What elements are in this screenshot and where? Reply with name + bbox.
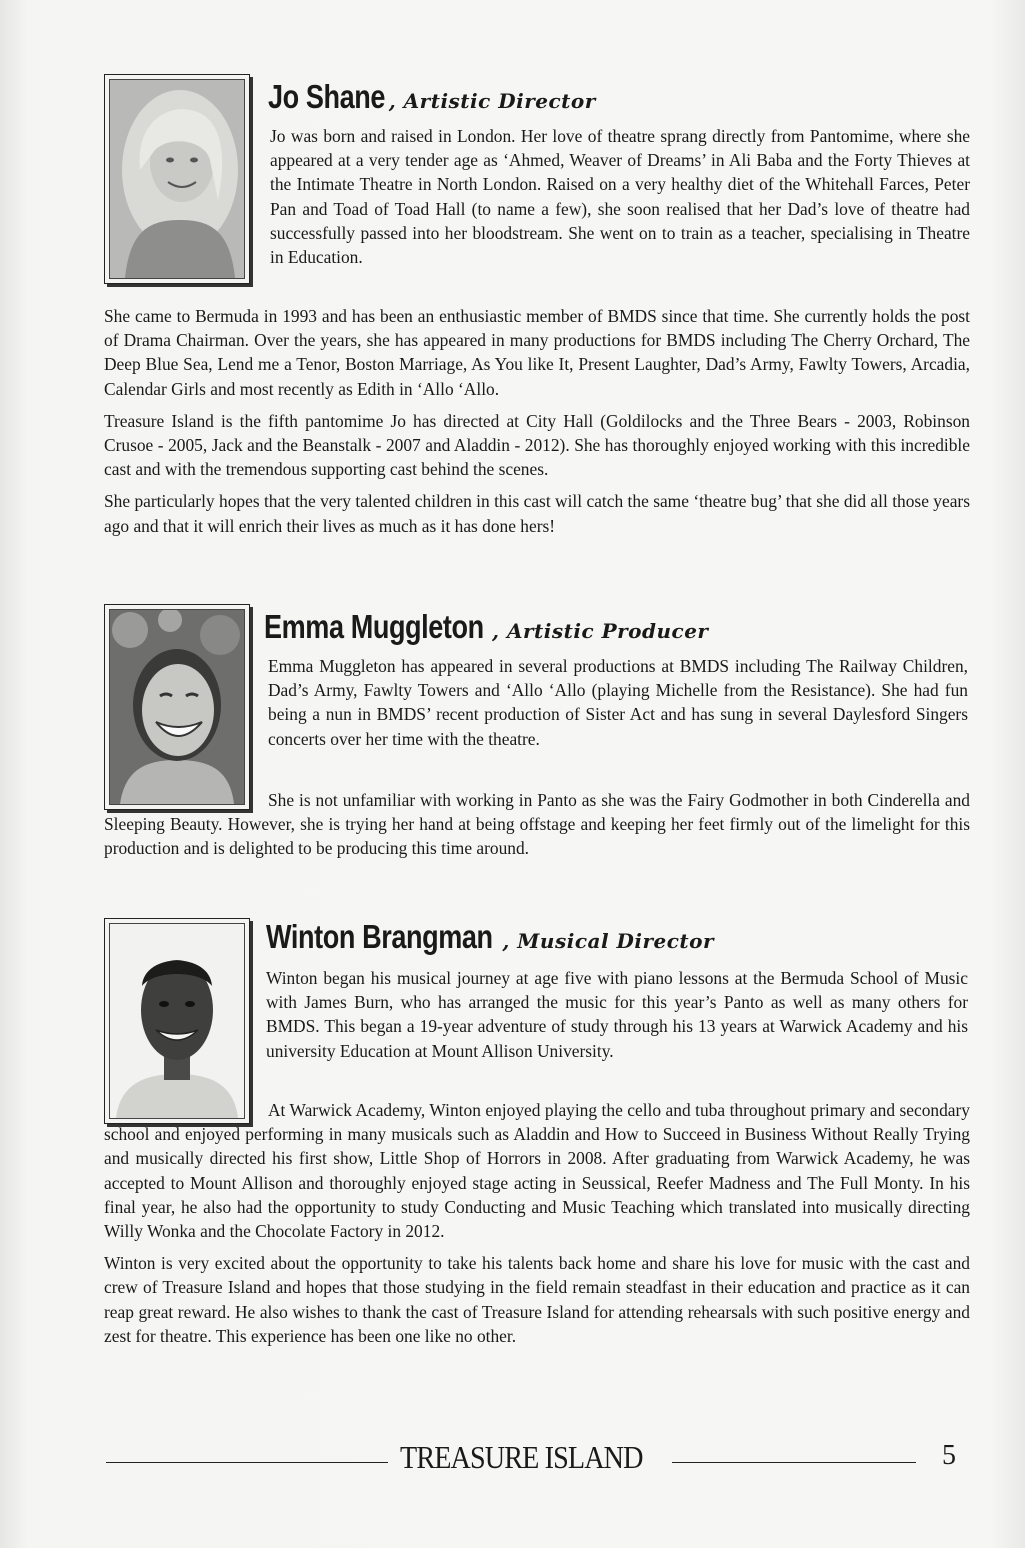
footer-title: TREASURE ISLAND — [400, 1439, 643, 1475]
bio-paragraph: Jo was born and raised in London. Her love of theatre sprang directly from Pantomime, where she appeared at a very tender age as ‘Ahmed, Weaver of Dreams’ in Ali Baba and the Forty Thieves at the Intimate Theatre in North London. Raised on a very healthy diet of the Whitehall Farces, Peter Pan and Toad of Toad Hall (to name a few), she soon realised that her Dad’s love of theatre had successfully passed into her bloodstream. She went on to train as a teacher, specialising in Theatre in Education. — [270, 126, 970, 268]
winton-brangman-heading: Winton Brangman , Musical Director — [266, 918, 715, 955]
person-name: Jo Shane — [268, 78, 386, 115]
person-role: Artistic Director — [403, 89, 596, 113]
person-role: Musical Director — [517, 929, 715, 953]
portrait-woman-laughing-icon — [110, 610, 244, 804]
person-name: Emma Muggleton — [264, 608, 484, 645]
bio-paragraph: She particularly hopes that the very talented children in this cast will catch the same ‘theatre bug’ that she did all those years ago and that it will enrich their lives as much as it has done hers! — [104, 491, 970, 536]
winton-brangman-photo — [104, 918, 250, 1124]
jo-shane-photo — [104, 74, 250, 284]
bio-paragraph: She came to Bermuda in 1993 and has been an enthusiastic member of BMDS since that time. She currently holds the post of Drama Chairman. Over the years, she has appeared in many productions for BMDS including The Cherry Orchard, The Deep Blue Sea, Lend me a Tenor, Boston Marriage, As You like It, Present Laughter, Dad’s Army, Fawlty Towers, Arcadia, Calendar Girls and most recently as Edith in ‘Allo ‘Allo. — [104, 306, 970, 399]
page-number: 5 — [942, 1440, 956, 1471]
bio-paragraph: Emma Muggleton has appeared in several productions at BMDS including The Railway Children, Dad’s Army, Fawlty Towers and ‘Allo ‘Allo (playing Michelle from the Resistance). She had fun being a nun in BMDS’ recent production of Sister Act and has sung in several Daylesford Singers concerts over her time with the theatre. — [268, 656, 968, 749]
footer-rule-left — [106, 1462, 388, 1463]
portrait-man-smiling-icon — [110, 924, 244, 1118]
bio-paragraph: Winton began his musical journey at age five with piano lessons at the Bermuda School of Music with James Burn, who has arranged the music for this year’s Panto as well as many others for BMDS. This began a 19-year adventure of study through his 13 years at Warwick Academy and his university Education at Mount Allison University. — [266, 968, 968, 1061]
bio-paragraph: At Warwick Academy, Winton enjoyed playing the cello and tuba throughout primary and secondary school and enjoyed performing in many musicals such as Aladdin and How to Succeed in Business Without Really Trying and musically directed his first show, Little Shop of Horrors in 2008. After graduating from Warwick Academy, he was accepted to Mount Allison and thoroughly enjoyed stage acting in Seussical, Reefer Madness and The Full Monty. In his final year, he also had the opportunity to study Conducting and Music Teaching which translated into musically directing Willy Wonka and the Chocolate Factory in 2012. — [104, 1100, 970, 1242]
emma-muggleton-heading: Emma Muggleton , Artistic Producer — [264, 608, 709, 645]
person-role: Artistic Producer — [506, 619, 709, 643]
bio-paragraph: Winton is very excited about the opportunity to take his talents back home and share his love for music with the cast and crew of Treasure Island and hopes that those studying in the field remain steadfast in their education and practice as it can reap great reward. He also wishes to thank the cast of Treasure Island for attending rehearsals with such positive energy and zest for theatre. This experience has been one like no other. — [104, 1253, 970, 1346]
bio-paragraph: She is not unfamiliar with working in Panto as she was the Fairy Godmother in both Cinderella and Sleeping Beauty. However, she is trying her hand at being offstage and keeping her feet firmly out of the limelight for this production and is delighted to be producing this time around. — [104, 790, 970, 859]
emma-muggleton-photo — [104, 604, 250, 810]
footer-rule-right — [672, 1462, 916, 1463]
portrait-woman-blonde-icon — [110, 80, 244, 278]
person-name: Winton Brangman — [266, 918, 493, 955]
jo-shane-heading: Jo Shane , Artistic Director — [268, 78, 596, 115]
bio-paragraph: Treasure Island is the fifth pantomime Jo has directed at City Hall (Goldilocks and the Three Bears - 2003, Robinson Crusoe - 2005, Jack and the Beanstalk - 2007 and Aladdin - 2012). She has thoroughly enjoyed working with this incredible cast and with the tremendous supporting cast behind the scenes. — [104, 410, 970, 480]
